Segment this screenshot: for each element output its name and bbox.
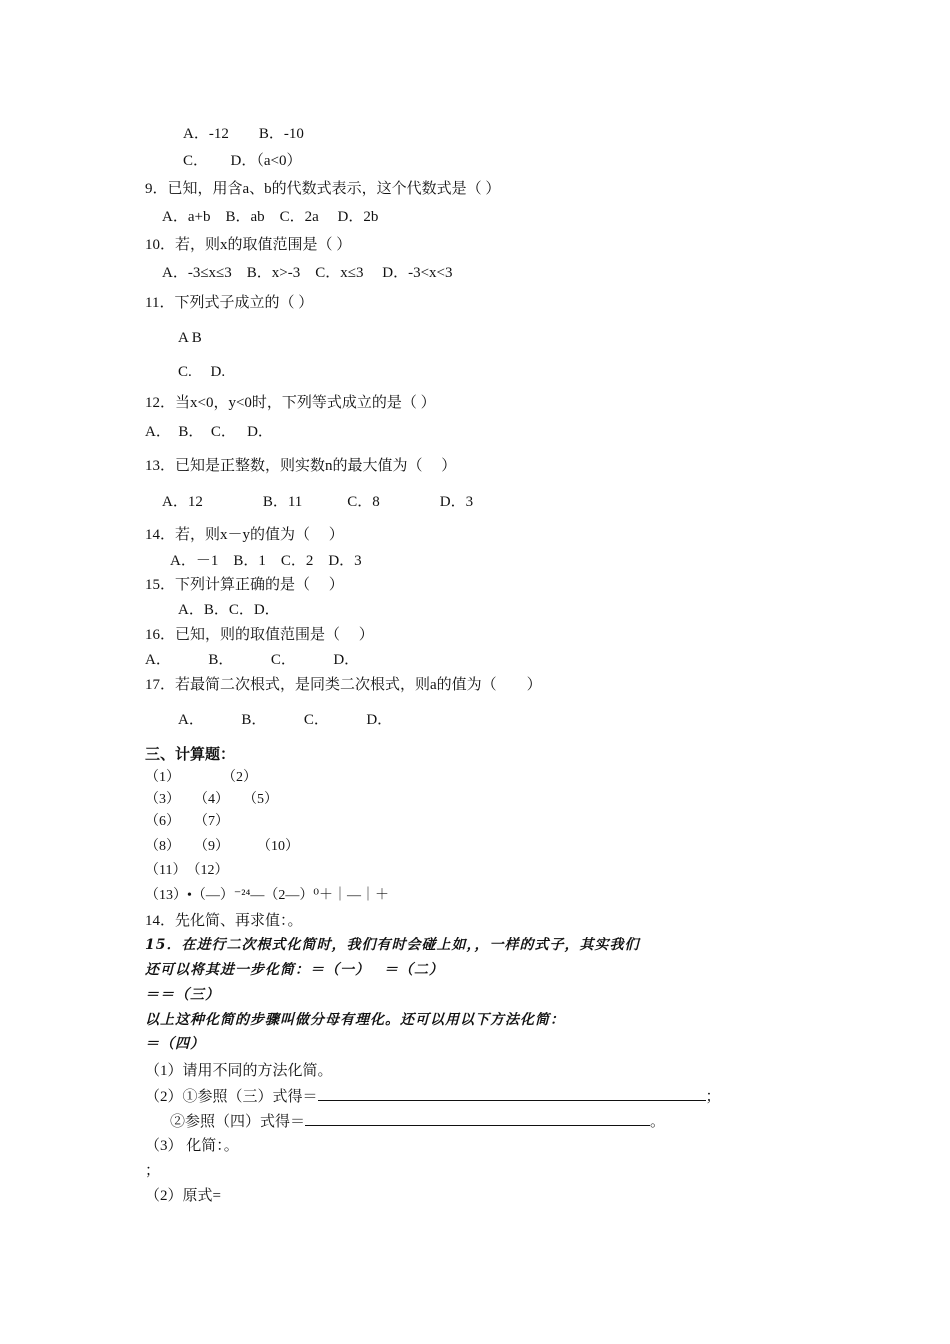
q15-stem: 15．下列计算正确的是（ ） — [145, 577, 344, 593]
calc-item-13: （13）•（—）⁻²⁴—（2—）⁰＋｜—｜＋ — [145, 888, 389, 903]
q16-options: A． B． C． D． — [145, 652, 360, 668]
q12-stem: 12．当x<0，y<0时，下列等式成立的是（ ） — [145, 395, 436, 411]
q11-options-ab: A B — [178, 330, 202, 346]
q15-part-2-1-label: （2）①参照（三）式得＝ — [145, 1089, 318, 1105]
q15-part-3: （3） 化简：。 — [145, 1138, 239, 1154]
calc-items-6-7: （6） （7） — [145, 814, 229, 829]
q16-stem: 16．已知，则的取值范围是（ ） — [145, 627, 374, 643]
q14-options: A．－1 B．1 C．2 D．3 — [170, 553, 362, 569]
q15-intro-line2: 还可以将其进一步化简：＝（一） ＝（二） — [145, 962, 444, 978]
q15-part-2-1-suffix: ； — [705, 1089, 721, 1105]
q15-intro-line3: ＝＝（三） — [145, 987, 220, 1003]
calc-items-11-12: （11） （12） — [145, 863, 229, 878]
calc-items-3-5: （3） （4） （5） — [145, 792, 278, 807]
q15-part-2-2-label: ②参照（四）式得＝ — [170, 1114, 306, 1130]
q15-part-2-2-suffix: 。 — [650, 1114, 666, 1130]
q13-options: A．12 B．11 C．8 D．3 — [162, 494, 474, 510]
q15-intro-line4: 以上这种化简的步骤叫做分母有理化。还可以用以下方法化简： — [145, 1012, 565, 1028]
q15-part-2-2 — [170, 1111, 665, 1132]
answer-blank-1[interactable] — [318, 1086, 706, 1101]
q15-part-2-1 — [145, 1086, 721, 1107]
q17-stem: 17．若最简二次根式，是同类二次根式，则a的值为（ ） — [145, 677, 542, 693]
calc-items-1-2: （1） （2） — [145, 770, 257, 785]
q15-options: A．B．C．D． — [178, 602, 280, 618]
q8-options-cd: C． D．（a<0） — [183, 153, 302, 169]
calc-item-14: 14．先化简、再求值：。 — [145, 913, 303, 929]
q17-options: A． B． C． D． — [178, 712, 393, 728]
q12-options: A． B． C． D． — [145, 424, 273, 440]
q9-stem: 9．已知，用含a、b的代数式表示，这个代数式是（ ） — [145, 181, 501, 197]
q15-intro-line5: ＝（四） — [145, 1036, 205, 1052]
stray-semicolon: ； — [145, 1163, 161, 1179]
calc-items-8-10: （8） （9） （10） — [145, 839, 299, 854]
answer-blank-2[interactable] — [305, 1111, 650, 1126]
q10-stem: 10．若，则x的取值范围是（ ） — [145, 237, 352, 253]
q13-stem: 13．已知是正整数，则实数n的最大值为（ ） — [145, 458, 457, 474]
q15-part-1: （1）请用不同的方法化简。 — [145, 1063, 333, 1079]
q11-options-cd: C. D. — [178, 364, 226, 380]
section-heading-calculation: 三、计算题： — [145, 747, 236, 763]
q8-options-ab: A．-12 B．-10 — [183, 126, 304, 142]
q11-stem: 11．下列式子成立的（ ） — [145, 295, 314, 311]
q15-intro-line1: 15．在进行二次根式化简时，我们有时会碰上如，，一样的式子，其实我们 — [145, 937, 640, 953]
q9-options: A．a+b B．ab C．2a D．2b — [162, 209, 379, 225]
q10-options: A．-3≤x≤3 B．x>-3 C．x≤3 D．-3<x<3 — [162, 265, 453, 281]
solution-part-2: （2）原式= — [145, 1188, 221, 1204]
q14-stem: 14．若，则x－y的值为（ ） — [145, 527, 344, 543]
